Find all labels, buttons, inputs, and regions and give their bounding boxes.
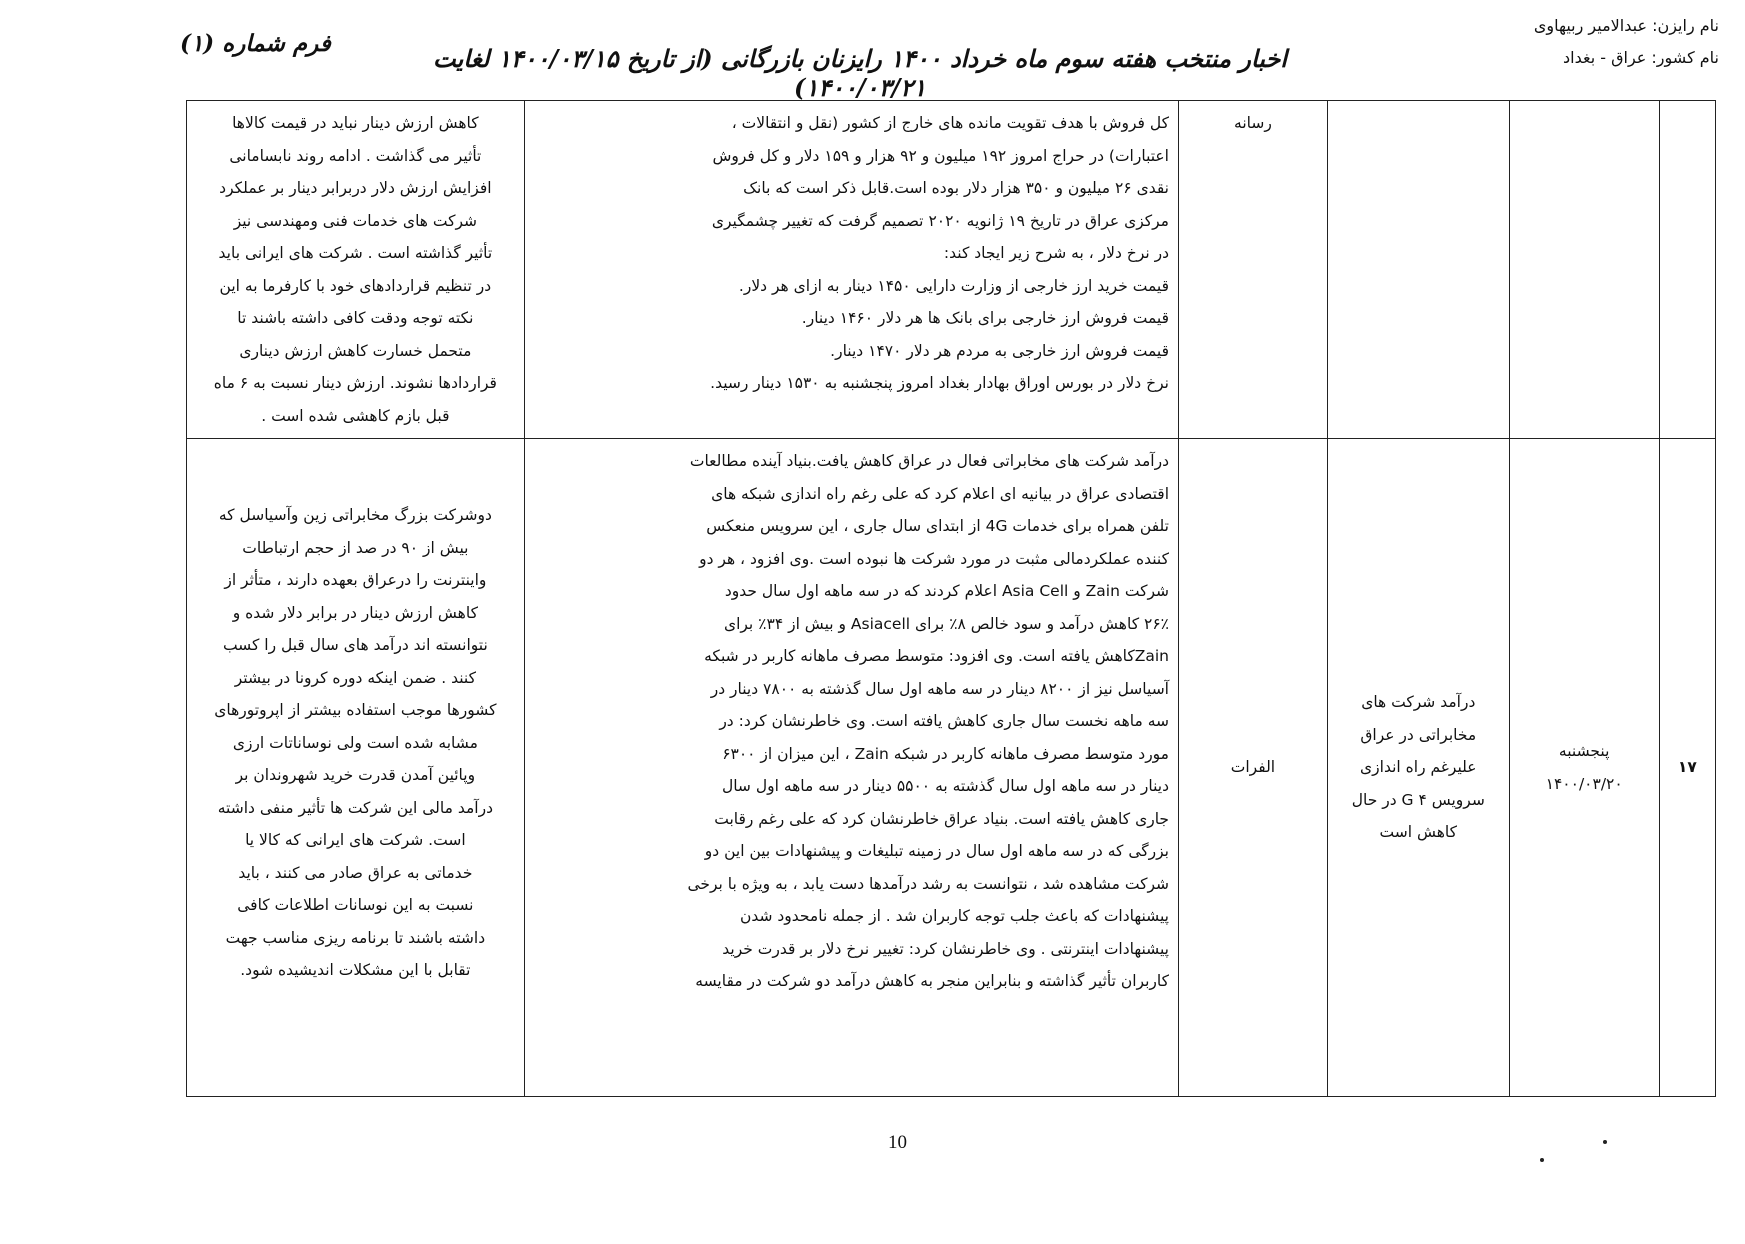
row-number-cell [1659,101,1715,439]
analysis-line: کنند . ضمن اینکه دوره کرونا در بیشتر [234,668,476,687]
body-line: مرکزی عراق در تاریخ ۱۹ ژانویه ۲۰۲۰ تصمیم گرفت که تغییر چشمگیری [711,211,1169,230]
analysis-line: کشورها موجب استفاده بیشتر از اپروتورهای [214,701,497,719]
analysis-line: خدماتی به عراق صادر می کنند ، باید [238,863,473,882]
body-line: در نرخ دلار ، به شرح زیر ایجاد کند: [943,244,1169,262]
analysis-line: درآمد مالی این شرکت ها تأثیر منفی داشته [217,798,493,817]
analysis-line: کاهش ارزش دینار نباید در قیمت کالاها [232,114,479,132]
source-cell: الفرات [1179,439,1328,1097]
date-cell [1509,101,1659,439]
body-line: قیمت فروش ارز خارجی به مردم هر دلار ۱۴۷۰ دینار. [830,341,1169,360]
analysis-line: افزایش ارزش دلار دربرابر دینار بر عملکرد [219,179,492,197]
body-line: نقدی ۲۶ میلیون و ۳۵۰ هزار دلار بوده است.قابل ذکر است که بانک [743,179,1169,197]
analysis-line: نکته توجه ودقت کافی داشته باشند تا [237,309,474,327]
news-body-cell [524,101,1178,439]
body-line: جاری کاهش یافته است. بنیاد عراق خاطرنشان کرد که علی رغم رقابت [714,809,1169,828]
news-body-cell [524,439,1178,1097]
analysis-line: بیش از ۹۰ در صد از حجم ارتباطات [242,538,469,557]
analysis-line: دوشرکت بزرگ مخابراتی زین وآسیاسل که [218,506,492,524]
body-line: قیمت خرید ارز خارجی از وزارت دارایی ۱۴۵۰ دینار به ازای هر دلار. [738,276,1169,295]
body-line: کل فروش با هدف تقویت مانده های خارج از کشور (نقل و انتقالات ، [731,114,1169,132]
body-line: مورد متوسط مصرف ماهانه کاربر در شبکه Zain ، این میزان از ۶۳۰۰ [722,744,1169,763]
body-line: دینار در سه ماهه اول سال گذشته به ۵۵۰۰ دینار در سه ماهه اول سال [721,777,1169,795]
analysis-line: داشته باشند تا برنامه ریزی مناسب جهت [225,928,486,947]
table-row [187,439,1716,1097]
analysis-line: متحمل خسارت کاهش ارزش دیناری [239,341,472,360]
table-row [187,101,1716,439]
body-line: Zainکاهش یافته است. وی افزود: متوسط مصرف ماهانه کاربر در شبکه [704,647,1169,665]
analysis-line: وپائین آمدن قدرت خرید شهروندان بر [235,766,476,784]
page-title: اخبار منتخب هفته سوم ماه خرداد ۱۴۰۰ رایزنان بازرگانی (از تاریخ ۱۴۰۰/۰۳/۱۵ لغایت ۱۴۰۰/۰۳/۲۱) [433,44,1287,102]
analysis-line: کاهش ارزش دینار در برابر دلار شده و [232,603,478,622]
body-line: آسیاسل نیز از ۸۲۰۰ دینار در سه ماهه اول سال گذشته به ۷۸۰۰ دینار در [710,679,1169,698]
page-number: 10 [888,1132,907,1153]
analysis-line: تقابل با این مشکلات اندیشیده شود. [240,961,471,979]
author-line: نام رایزن: عبدالامیر ربیهاوی [1533,16,1719,35]
body-line: پیشنهادات که باعث جلب توجه کاربران شد . از جمله نامحدود شدن [739,907,1169,925]
country-line: نام کشور: عراق - بغداد [1563,48,1719,67]
analysis-cell [187,101,525,439]
analysis-cell [187,439,525,1097]
source-cell: رسانه [1179,101,1328,439]
analysis-line: نسبت به این نوسانات اطلاعات کافی [237,896,474,914]
body-line: نرخ دلار در بورس اوراق بهادار بغداد امروز پنجشنبه به ۱۵۳۰ دینار رسید. [710,374,1169,392]
body-line: ۲۶٪ کاهش درآمد و سود خالص ۸٪ برای Asiacell و بیش از ۳۴٪ برای [723,614,1169,633]
body-line: درآمد شرکت های مخابراتی فعال در عراق کاهش یافت.بنیاد آینده مطالعات [689,452,1169,470]
analysis-line: در تنظیم قراردادهای خود با کارفرما به این [219,276,492,295]
body-line: تلفن همراه برای خدمات 4G از ابتدای سال جاری ، این سرویس منعکس [706,517,1169,535]
analysis-line: قبل بازم کاهشی شده است . [261,406,450,425]
body-line: اقتصادی عراق در بیانیه ای اعلام کرد که علی رغم راه اندازی شبکه های [711,484,1169,503]
analysis-line: مشابه شده است ولی نوساناتات ارزی [232,733,478,752]
analysis-line: تأثیر می گذاشت . ادامه روند نابسامانی [229,146,482,165]
body-line: کاربران تأثیر گذاشته و بنابراین منجر به کاهش درآمد دو شرکت در مقایسه [695,972,1169,990]
body-line: اعتبارات) در حراج امروز ۱۹۲ میلیون و ۹۲ هزار و ۱۵۹ دلار و کل فروش [712,146,1169,165]
headline-cell: درآمد شرکت های مخابراتی در عراق علیرغم راه اندازی سرویس G ۴ در حال کاهش است [1327,439,1509,1097]
body-line: شرکت مشاهده شد ، نتوانست به رشد درآمدها دست یابد ، به ویژه با برخی [687,874,1169,893]
analysis-line: تأثیر گذاشته است . شرکت های ایرانی باید [218,244,493,262]
news-table [186,100,1716,1097]
body-line: پیشنهادات اینترنتی . وی خاطرنشان کرد: تغییر نرخ دلار بر قدرت خرید [722,939,1169,958]
analysis-line: واینترنت را درعراق بعهده دارند ، متأثر از [224,571,487,589]
headline-cell [1327,101,1509,439]
scan-speck [1540,1158,1544,1162]
body-line: کننده عملکردمالی مثبت در مورد شرکت ها نبوده است .وی افزود ، هر دو [699,549,1169,568]
analysis-line: نتوانسته اند درآمد های سال قبل را کسب [222,636,488,654]
analysis-line: است. شرکت های ایرانی که کالا یا [245,831,466,849]
body-line: بزرگی که در سه ماهه اول سال در زمینه تبلیغات و پیشنهادات بین این دو [704,842,1169,860]
row-number-cell: ۱۷ [1659,439,1715,1097]
analysis-line: شرکت های خدمات فنی ومهندسی نیز [233,211,478,230]
form-number-label: فرم شماره (۱) [180,30,331,57]
analysis-line: قراردادها نشوند. ارزش دینار نسبت به ۶ ماه [213,374,497,392]
body-line: قیمت فروش ارز خارجی برای بانک ها هر دلار ۱۴۶۰ دینار. [801,309,1169,327]
scan-speck [1603,1140,1607,1144]
body-line: سه ماهه نخست سال جاری کاهش یافته است. وی خاطرنشان کرد: در [719,712,1169,730]
header-meta [1534,10,1719,74]
date-cell: پنجشنبه ۱۴۰۰/۰۳/۲۰ [1509,439,1659,1097]
body-line: شرکت Zain و Asia Cell اعلام کردند که در سه ماهه اول سال حدود [724,582,1169,600]
